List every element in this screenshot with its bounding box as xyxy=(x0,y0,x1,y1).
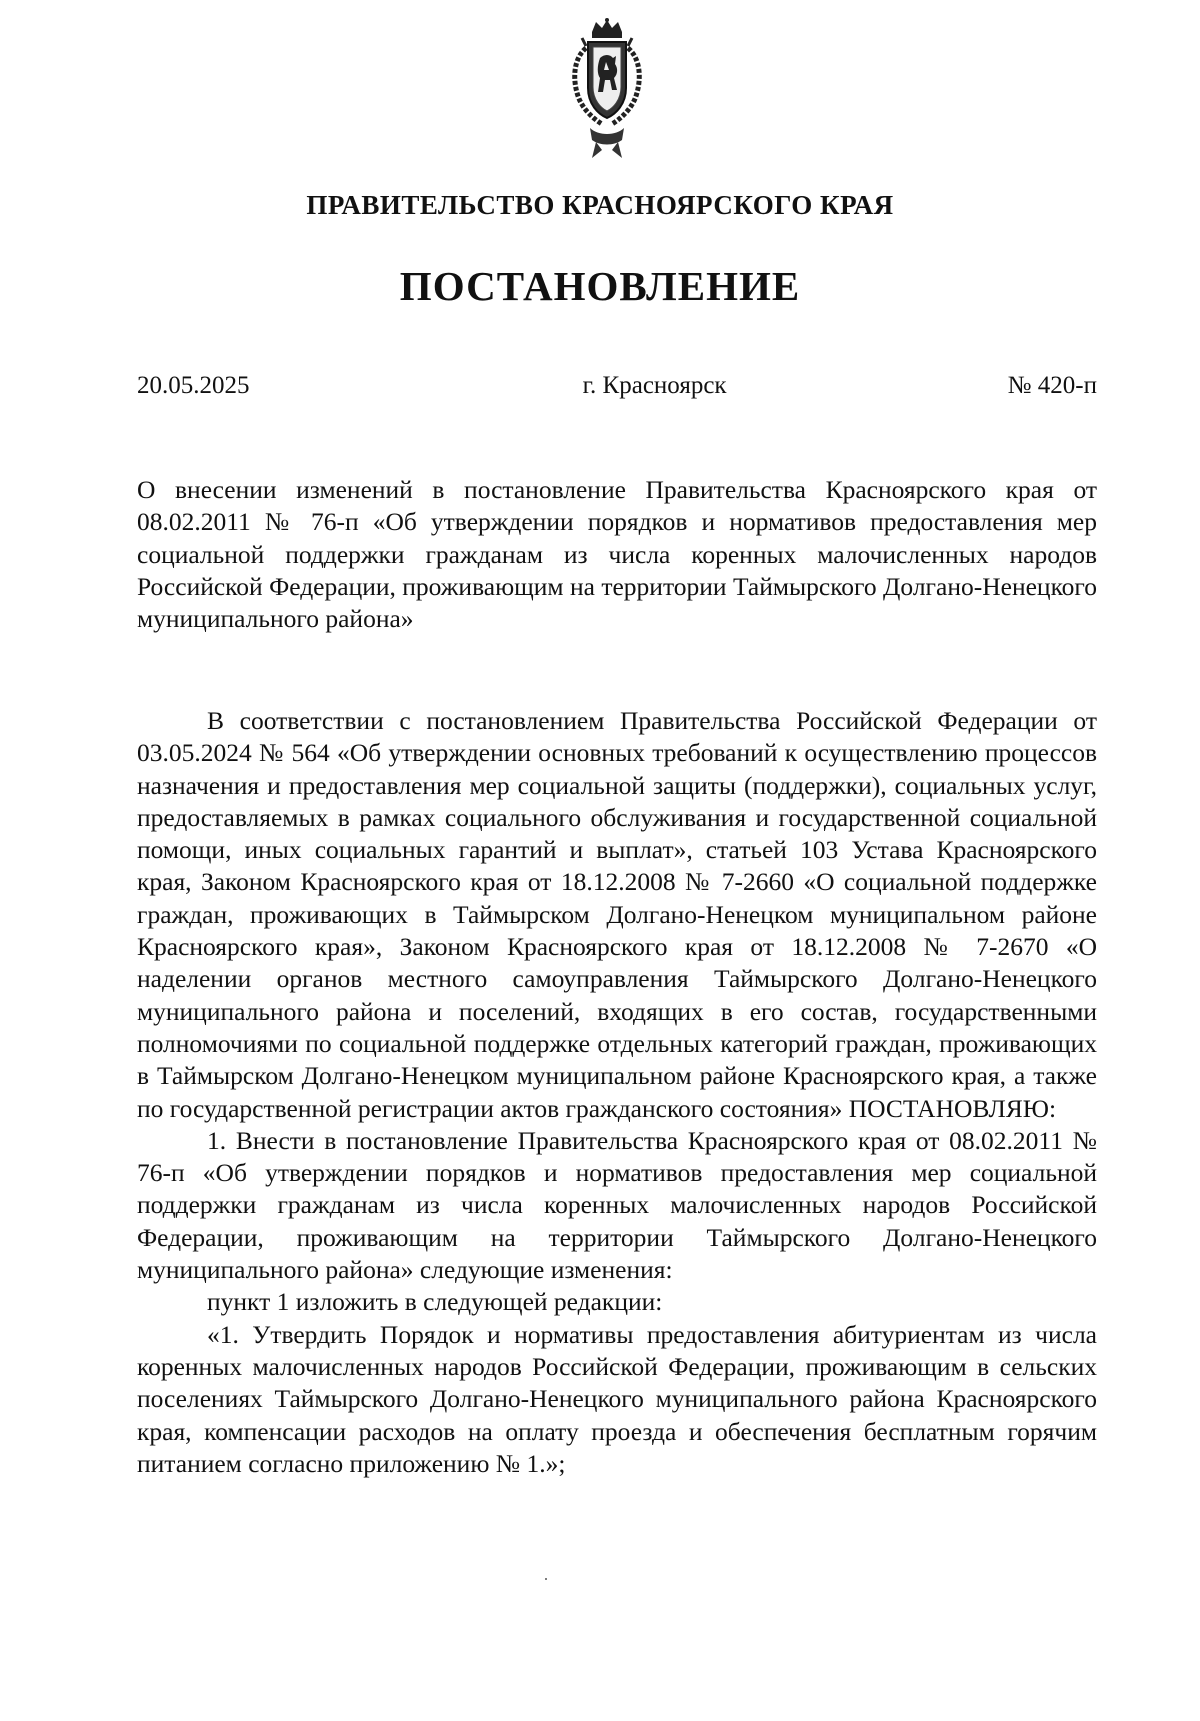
government-title: ПРАВИТЕЛЬСТВО КРАСНОЯРСКОГО КРАЯ xyxy=(306,190,894,220)
body-paragraph-amendment-text: «1. Утвердить Порядок и нормативы предоставления абитуриентам из числа коренных малочисленных народов Российской Федерации, проживающим в сельских поселениях Таймырского Долгано-Ненецкого муниципального района Красноярского края, компенсации расходов на оплату проезда и обеспечения бесплатным горячим питанием согласно приложению № 1.»; xyxy=(137,1319,1097,1478)
document-meta-row xyxy=(137,372,1097,400)
document-subject: О внесении изменений в постановление Правительства Красноярского края от 08.02.2011 № 76-п «Об утверждении порядков и нормативов предоставления мер социальной поддержки гражданам из числа коренных малочисленных народов Российской Федерации, проживающим на территории Таймырского Долгано-Ненецкого муниципального района» xyxy=(137,475,1097,634)
body-paragraph-amendment-intro: пункт 1 изложить в следующей редакции: xyxy=(207,1287,663,1317)
document-number: № 420-п xyxy=(1007,372,1097,399)
body-paragraph-item-1: 1. Внести в постановление Правительства Красноярского края от 08.02.2011 № 76-п «Об утверждении порядков и нормативов предоставления мер социальной поддержки гражданам из числа коренных малочисленных народов Российской Федерации, проживающим на территории Таймырского Долгано-Ненецкого муниципального района» следующие изменения: xyxy=(137,1125,1097,1285)
document-date: 20.05.2025 xyxy=(137,372,250,399)
scan-speck xyxy=(545,1578,547,1580)
document-city: г. Красноярск xyxy=(582,372,727,399)
body-paragraph-preamble: В соответствии с постановлением Правительства Российской Федерации от 03.05.2024 № 564 «Об утверждении основных требований к осуществлению процессов назначения и предоставления мер социальной защиты (поддержки), социальных услуг, предоставляемых в рамках социального обслуживания и государственной социальной помощи, иных социальных гарантий и выплат», статьей 103 Устава Красноярского края, Законом Красноярского края от 18.12.2008 № 7-2660 «О социальной поддержке граждан, проживающих в Таймырском Долгано-Ненецком муниципальном районе Красноярского края», Законом Красноярского края от 18.12.2008 № 7-2670 «О наделении органов местного самоуправления Таймырского Долгано-Ненецкого муниципального района и поселений, входящих в его состав, государственными полномочиями по социальной поддержке отдельных категорий граждан, проживающих в Таймырском Долгано-Ненецком муниципальном районе Красноярского края, а также по государственной регистрации актов гражданского состояния» ПОСТАНОВЛЯЮ: xyxy=(137,706,1097,1123)
document-type-title: ПОСТАНОВЛЕНИЕ xyxy=(399,263,801,309)
coat-of-arms-icon xyxy=(562,18,652,162)
document-body xyxy=(137,705,1097,1480)
